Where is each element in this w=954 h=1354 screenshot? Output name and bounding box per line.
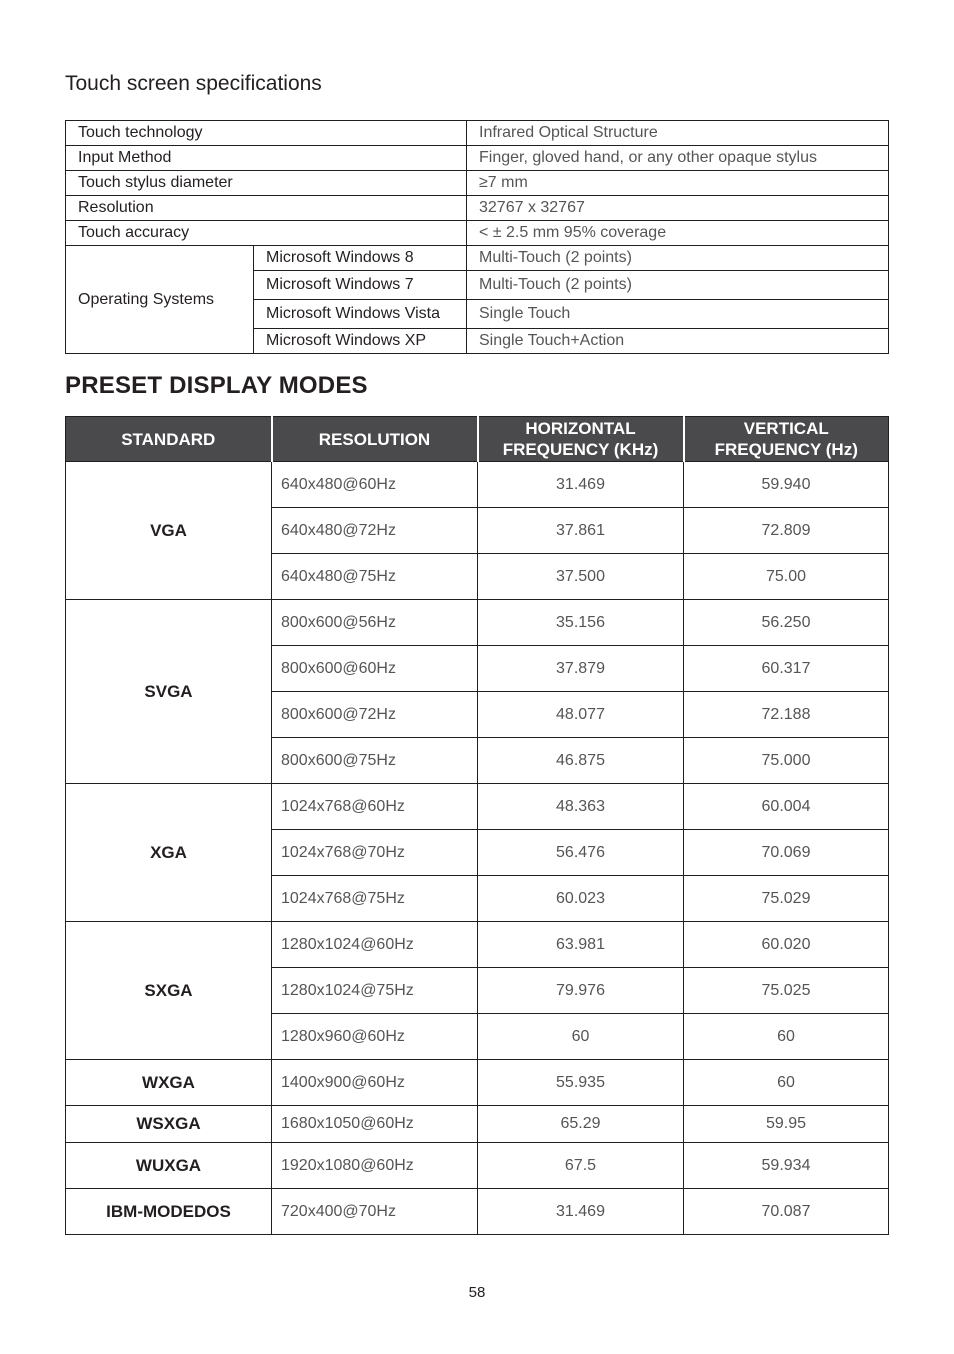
os-name: Microsoft Windows Vista	[254, 300, 467, 329]
preset-modes-body	[66, 462, 889, 1235]
horizontal-frequency-cell: 31.469	[478, 1189, 684, 1235]
spec-label: Resolution	[66, 196, 467, 221]
spec-value: 32767 x 32767	[467, 196, 889, 221]
standard-cell: WUXGA	[66, 1143, 272, 1189]
resolution-cell: 800x600@72Hz	[272, 692, 478, 738]
horizontal-frequency-cell: 60.023	[478, 876, 684, 922]
table-row	[66, 462, 889, 508]
os-support: Single Touch	[467, 300, 889, 329]
os-support: Multi-Touch (2 points)	[467, 271, 889, 300]
vertical-frequency-cell: 75.000	[684, 738, 889, 784]
spec-label: Touch stylus diameter	[66, 171, 467, 196]
vertical-frequency-cell: 60	[684, 1014, 889, 1060]
standard-cell: XGA	[66, 784, 272, 922]
resolution-cell: 800x600@60Hz	[272, 646, 478, 692]
table-row	[66, 922, 889, 968]
horizontal-frequency-cell: 46.875	[478, 738, 684, 784]
column-header: HORIZONTAL FREQUENCY (KHz)	[478, 417, 684, 462]
resolution-cell: 640x480@72Hz	[272, 508, 478, 554]
preset-section-title: PRESET DISPLAY MODES	[65, 372, 368, 399]
horizontal-frequency-cell: 31.469	[478, 462, 684, 508]
horizontal-frequency-cell: 79.976	[478, 968, 684, 1014]
spec-label: Touch technology	[66, 121, 467, 146]
horizontal-frequency-cell: 63.981	[478, 922, 684, 968]
os-support: Single Touch+Action	[467, 329, 889, 354]
os-support: Multi-Touch (2 points)	[467, 246, 889, 271]
preset-modes-table	[65, 416, 889, 1235]
spec-value: ≥7 mm	[467, 171, 889, 196]
resolution-cell: 1024x768@75Hz	[272, 876, 478, 922]
table-row	[66, 221, 889, 246]
vertical-frequency-cell: 56.250	[684, 600, 889, 646]
column-header: RESOLUTION	[272, 417, 478, 462]
touch-section-title: Touch screen specifications	[65, 72, 322, 95]
vertical-frequency-cell: 70.069	[684, 830, 889, 876]
standard-cell: WXGA	[66, 1060, 272, 1106]
os-label: Operating Systems	[66, 246, 254, 354]
horizontal-frequency-cell: 48.363	[478, 784, 684, 830]
table-row	[66, 784, 889, 830]
resolution-cell: 800x600@56Hz	[272, 600, 478, 646]
resolution-cell: 1680x1050@60Hz	[272, 1106, 478, 1143]
vertical-frequency-cell: 72.188	[684, 692, 889, 738]
horizontal-frequency-cell: 35.156	[478, 600, 684, 646]
horizontal-frequency-cell: 67.5	[478, 1143, 684, 1189]
os-name: Microsoft Windows XP	[254, 329, 467, 354]
os-name: Microsoft Windows 7	[254, 271, 467, 300]
table-row	[66, 246, 889, 271]
horizontal-frequency-cell: 37.500	[478, 554, 684, 600]
horizontal-frequency-cell: 56.476	[478, 830, 684, 876]
spec-value: < ± 2.5 mm 95% coverage	[467, 221, 889, 246]
resolution-cell: 1024x768@60Hz	[272, 784, 478, 830]
vertical-frequency-cell: 59.95	[684, 1106, 889, 1143]
resolution-cell: 720x400@70Hz	[272, 1189, 478, 1235]
vertical-frequency-cell: 59.934	[684, 1143, 889, 1189]
resolution-cell: 1280x960@60Hz	[272, 1014, 478, 1060]
vertical-frequency-cell: 72.809	[684, 508, 889, 554]
resolution-cell: 1920x1080@60Hz	[272, 1143, 478, 1189]
spec-label: Input Method	[66, 146, 467, 171]
table-row	[66, 196, 889, 221]
page-number: 58	[468, 1284, 486, 1301]
column-header: STANDARD	[66, 417, 272, 462]
horizontal-frequency-cell: 60	[478, 1014, 684, 1060]
vertical-frequency-cell: 60.004	[684, 784, 889, 830]
column-header: VERTICAL FREQUENCY (Hz)	[684, 417, 889, 462]
standard-cell: SVGA	[66, 600, 272, 784]
standard-cell: VGA	[66, 462, 272, 600]
standard-cell: SXGA	[66, 922, 272, 1060]
vertical-frequency-cell: 60.317	[684, 646, 889, 692]
resolution-cell: 1400x900@60Hz	[272, 1060, 478, 1106]
vertical-frequency-cell: 60	[684, 1060, 889, 1106]
spec-label: Touch accuracy	[66, 221, 467, 246]
table-row	[66, 1060, 889, 1106]
vertical-frequency-cell: 59.940	[684, 462, 889, 508]
horizontal-frequency-cell: 37.861	[478, 508, 684, 554]
os-name: Microsoft Windows 8	[254, 246, 467, 271]
standard-cell: IBM-MODEDOS	[66, 1189, 272, 1235]
touch-spec-table	[65, 120, 889, 354]
horizontal-frequency-cell: 37.879	[478, 646, 684, 692]
standard-cell: WSXGA	[66, 1106, 272, 1143]
vertical-frequency-cell: 70.087	[684, 1189, 889, 1235]
table-row	[66, 1143, 889, 1189]
vertical-frequency-cell: 60.020	[684, 922, 889, 968]
table-header-row	[66, 417, 889, 462]
resolution-cell: 1024x768@70Hz	[272, 830, 478, 876]
vertical-frequency-cell: 75.00	[684, 554, 889, 600]
table-row	[66, 171, 889, 196]
table-row	[66, 146, 889, 171]
resolution-cell: 640x480@60Hz	[272, 462, 478, 508]
table-row	[66, 600, 889, 646]
table-row	[66, 1189, 889, 1235]
spec-value: Infrared Optical Structure	[467, 121, 889, 146]
resolution-cell: 800x600@75Hz	[272, 738, 478, 784]
table-row	[66, 121, 889, 146]
spec-value: Finger, gloved hand, or any other opaque stylus	[467, 146, 889, 171]
horizontal-frequency-cell: 55.935	[478, 1060, 684, 1106]
resolution-cell: 1280x1024@60Hz	[272, 922, 478, 968]
horizontal-frequency-cell: 65.29	[478, 1106, 684, 1143]
vertical-frequency-cell: 75.025	[684, 968, 889, 1014]
resolution-cell: 1280x1024@75Hz	[272, 968, 478, 1014]
table-row	[66, 1106, 889, 1143]
horizontal-frequency-cell: 48.077	[478, 692, 684, 738]
vertical-frequency-cell: 75.029	[684, 876, 889, 922]
resolution-cell: 640x480@75Hz	[272, 554, 478, 600]
